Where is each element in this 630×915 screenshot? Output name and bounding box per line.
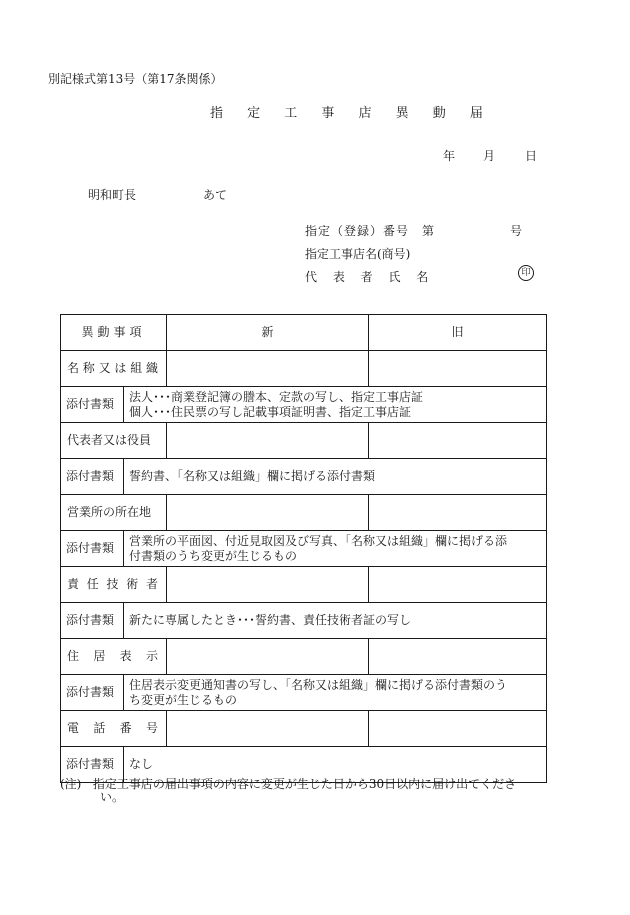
attachment-row [61, 603, 547, 639]
date-day-label: 日 [525, 149, 538, 163]
shop-name-label: 指定工事店名(商号) [305, 247, 411, 261]
table-row [61, 423, 547, 459]
old-value-cell[interactable] [369, 351, 547, 387]
attachment-label: 添付書類 [61, 747, 124, 783]
old-value-cell[interactable] [369, 567, 547, 603]
change-table [60, 314, 547, 783]
attachment-label: 添付書類 [61, 675, 124, 711]
attachment-label: 添付書類 [61, 459, 124, 495]
attachment-row [61, 459, 547, 495]
attachment-description [124, 603, 547, 639]
header-item: 異動事項 [61, 315, 167, 351]
header-new: 新 [167, 315, 369, 351]
date-year-label: 年 [443, 149, 456, 163]
footnote-line-2: い。 [100, 790, 125, 804]
footnote-prefix: (注) [60, 777, 82, 791]
table-row [61, 711, 547, 747]
attachment-label: 添付書類 [61, 603, 124, 639]
form-reference: 別記様式第13号（第17条関係） [48, 72, 223, 86]
new-value-cell[interactable] [167, 567, 369, 603]
attachment-label: 添付書類 [61, 387, 124, 423]
new-value-cell[interactable] [167, 639, 369, 675]
attachment-description [124, 675, 547, 711]
old-value-cell[interactable] [369, 423, 547, 459]
item-label: 営業所の所在地 [61, 495, 167, 531]
attachment-description-line: 新たに専属したとき･･･誓約書、責任技術者証の写し [129, 613, 412, 627]
item-label: 名称又は組織 [61, 351, 167, 387]
old-value-cell[interactable] [369, 495, 547, 531]
registration-number-suffix: 号 [510, 224, 523, 238]
attachment-description [124, 531, 547, 567]
attachment-description-line: 住居表示変更通知書の写し、「名称又は組織」欄に掲げる添付書類のう [129, 677, 508, 692]
item-label: 責任技術者 [61, 567, 167, 603]
attachment-description-line: 個人･･･住民票の写し記載事項証明書、指定工事店証 [129, 404, 412, 419]
table-body [61, 351, 547, 783]
footnote [60, 778, 560, 804]
date-line [443, 147, 537, 164]
footnote-line-1 [60, 778, 560, 791]
attachment-row [61, 531, 547, 567]
table-row [61, 351, 547, 387]
attachment-description-line: 付書類のうち変更が生じるもの [129, 548, 298, 563]
new-value-cell[interactable] [167, 351, 369, 387]
header-old: 旧 [369, 315, 547, 351]
new-value-cell[interactable] [167, 711, 369, 747]
footnote-text-1: 指定工事店の届出事項の内容に変更が生じた日から30日以内に届け出てくださ [92, 777, 517, 791]
date-month-label: 月 [483, 149, 496, 163]
page-title: 指 定 工 事 店 異 動 届 [210, 106, 493, 121]
item-label: 代表者又は役員 [61, 423, 167, 459]
attachment-label: 添付書類 [61, 531, 124, 567]
attachment-description-line: ち変更が生じるもの [129, 692, 238, 707]
attachment-description [124, 387, 547, 423]
shop-name-row [305, 243, 522, 266]
item-label: 電話番号 [61, 711, 167, 747]
old-value-cell[interactable] [369, 639, 547, 675]
new-value-cell[interactable] [167, 495, 369, 531]
attachment-description-line: なし [129, 757, 154, 771]
item-label: 住居表示 [61, 639, 167, 675]
table-row [61, 639, 547, 675]
table-row [61, 567, 547, 603]
attachment-description-line: 営業所の平面図、付近見取図及び写真、「名称又は組織」欄に掲げる添 [129, 533, 508, 548]
recipient-suffix: あて [203, 188, 228, 202]
applicant-block [305, 220, 531, 289]
attachment-row [61, 675, 547, 711]
old-value-cell[interactable] [369, 711, 547, 747]
table-header-row [61, 315, 547, 351]
table-row [61, 495, 547, 531]
attachment-description-line: 誓約書、「名称又は組織」欄に掲げる添付書類 [129, 469, 376, 483]
registration-number-label: 指定（登録）番号 第 [305, 224, 436, 238]
recipient-town: 明和町長 [88, 188, 137, 202]
attachment-description [124, 459, 547, 495]
representative-label: 代 表 者 氏 名 [305, 270, 435, 284]
registration-number-row [305, 220, 522, 243]
representative-row [305, 266, 522, 289]
attachment-row [61, 387, 547, 423]
new-value-cell[interactable] [167, 423, 369, 459]
seal-mark: 印 [518, 265, 534, 281]
attachment-description-line: 法人･･･商業登記簿の謄本、定款の写し、指定工事店証 [129, 389, 424, 404]
